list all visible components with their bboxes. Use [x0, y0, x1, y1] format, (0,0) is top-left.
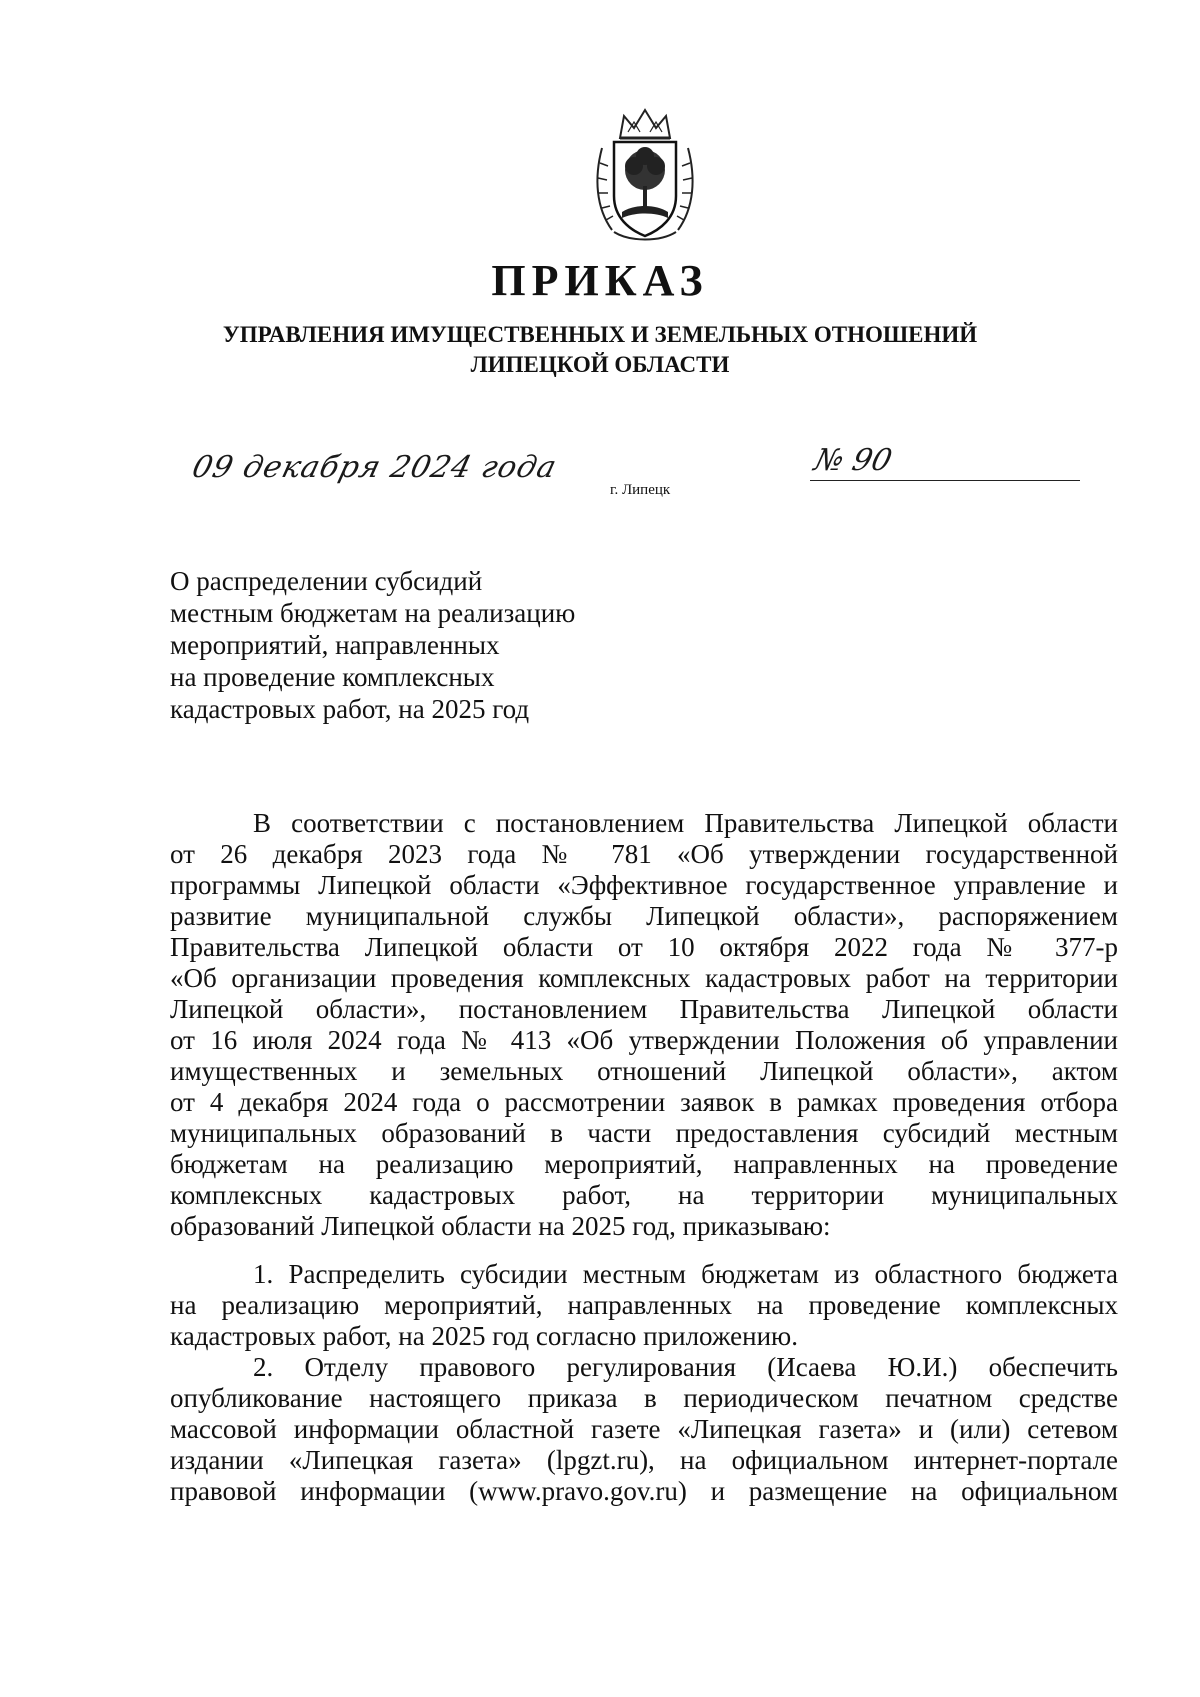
item-2-paragraph — [170, 1352, 1118, 1507]
number-underline — [810, 480, 1080, 481]
body-line: правовой информации (www.pravo.gov.ru) и размещение на официальном — [170, 1476, 1118, 1506]
body-line: от 16 июля 2024 года № 413 «Об утверждении Положения об управлении — [170, 1025, 1118, 1055]
paragraph-gap — [170, 1242, 1118, 1259]
document-title: ПРИКАЗ — [491, 256, 709, 305]
body-line: Липецкой области», постановлением Правительства Липецкой области — [170, 994, 1118, 1024]
issuing-authority — [0, 320, 1200, 380]
heading-line: мероприятий, направленных — [170, 630, 500, 660]
body-line: 2. Отделу правового регулирования (Исаева Ю.И.) обеспечить — [253, 1352, 1118, 1382]
handwritten-date: 09 декабря 2024 года — [188, 450, 561, 485]
body-line: опубликование настоящего приказа в периодическом печатном средстве — [170, 1383, 1118, 1413]
body-line: имущественных и земельных отношений Липецкой области», актом — [170, 1056, 1118, 1086]
body-line: от 4 декабря 2024 года о рассмотрении заявок в рамках проведения отбора — [170, 1087, 1118, 1117]
heading-line: местным бюджетам на реализацию — [170, 598, 576, 628]
order-body — [170, 808, 1118, 1507]
heading-line: кадастровых работ, на 2025 год — [170, 694, 530, 724]
preamble-paragraph — [170, 808, 1118, 1242]
order-subject-heading — [170, 565, 575, 725]
heading-line: на проведение комплексных — [170, 662, 495, 692]
body-line: развитие муниципальной службы Липецкой области», распоряжением — [170, 901, 1118, 931]
body-line: образований Липецкой области на 2025 год, приказываю: — [170, 1211, 831, 1241]
heading-line: О распределении субсидий — [170, 566, 483, 596]
coat-of-arms-emblem — [590, 108, 700, 248]
item-1-paragraph — [170, 1259, 1118, 1352]
body-line: кадастровых работ, на 2025 год согласно приложению. — [170, 1321, 798, 1351]
body-line: 1. Распределить субсидии местным бюджетам из областного бюджета — [253, 1259, 1118, 1289]
body-line: программы Липецкой области «Эффективное государственное управление и — [170, 870, 1118, 900]
body-line: от 26 декабря 2023 года № 781 «Об утверждении государственной — [170, 839, 1118, 869]
body-line: В соответствии с постановлением Правительства Липецкой области — [253, 808, 1118, 838]
body-line: Правительства Липецкой области от 10 октября 2022 года № 377-р — [170, 932, 1118, 962]
authority-line-1: УПРАВЛЕНИЯ ИМУЩЕСТВЕННЫХ И ЗЕМЕЛЬНЫХ ОТНОШЕНИЙ — [222, 322, 978, 347]
body-line: комплексных кадастровых работ, на территории муниципальных — [170, 1180, 1118, 1210]
body-line: на реализацию мероприятий, направленных на проведение комплексных — [170, 1290, 1118, 1320]
body-line: издании «Липецкая газета» (lpgzt.ru), на официальном интернет-портале — [170, 1445, 1118, 1475]
body-line: «Об организации проведения комплексных кадастровых работ на территории — [170, 963, 1118, 993]
city-label: г. Липецк — [610, 482, 671, 498]
body-line: бюджетам на реализацию мероприятий, направленных на проведение — [170, 1149, 1118, 1179]
body-line: муниципальных образований в части предоставления субсидий местным — [170, 1118, 1118, 1148]
handwritten-order-number: № 90 — [810, 443, 896, 478]
authority-line-2: ЛИПЕЦКОЙ ОБЛАСТИ — [470, 352, 730, 377]
body-line: массовой информации областной газете «Липецкая газета» и (или) сетевом — [170, 1414, 1118, 1444]
